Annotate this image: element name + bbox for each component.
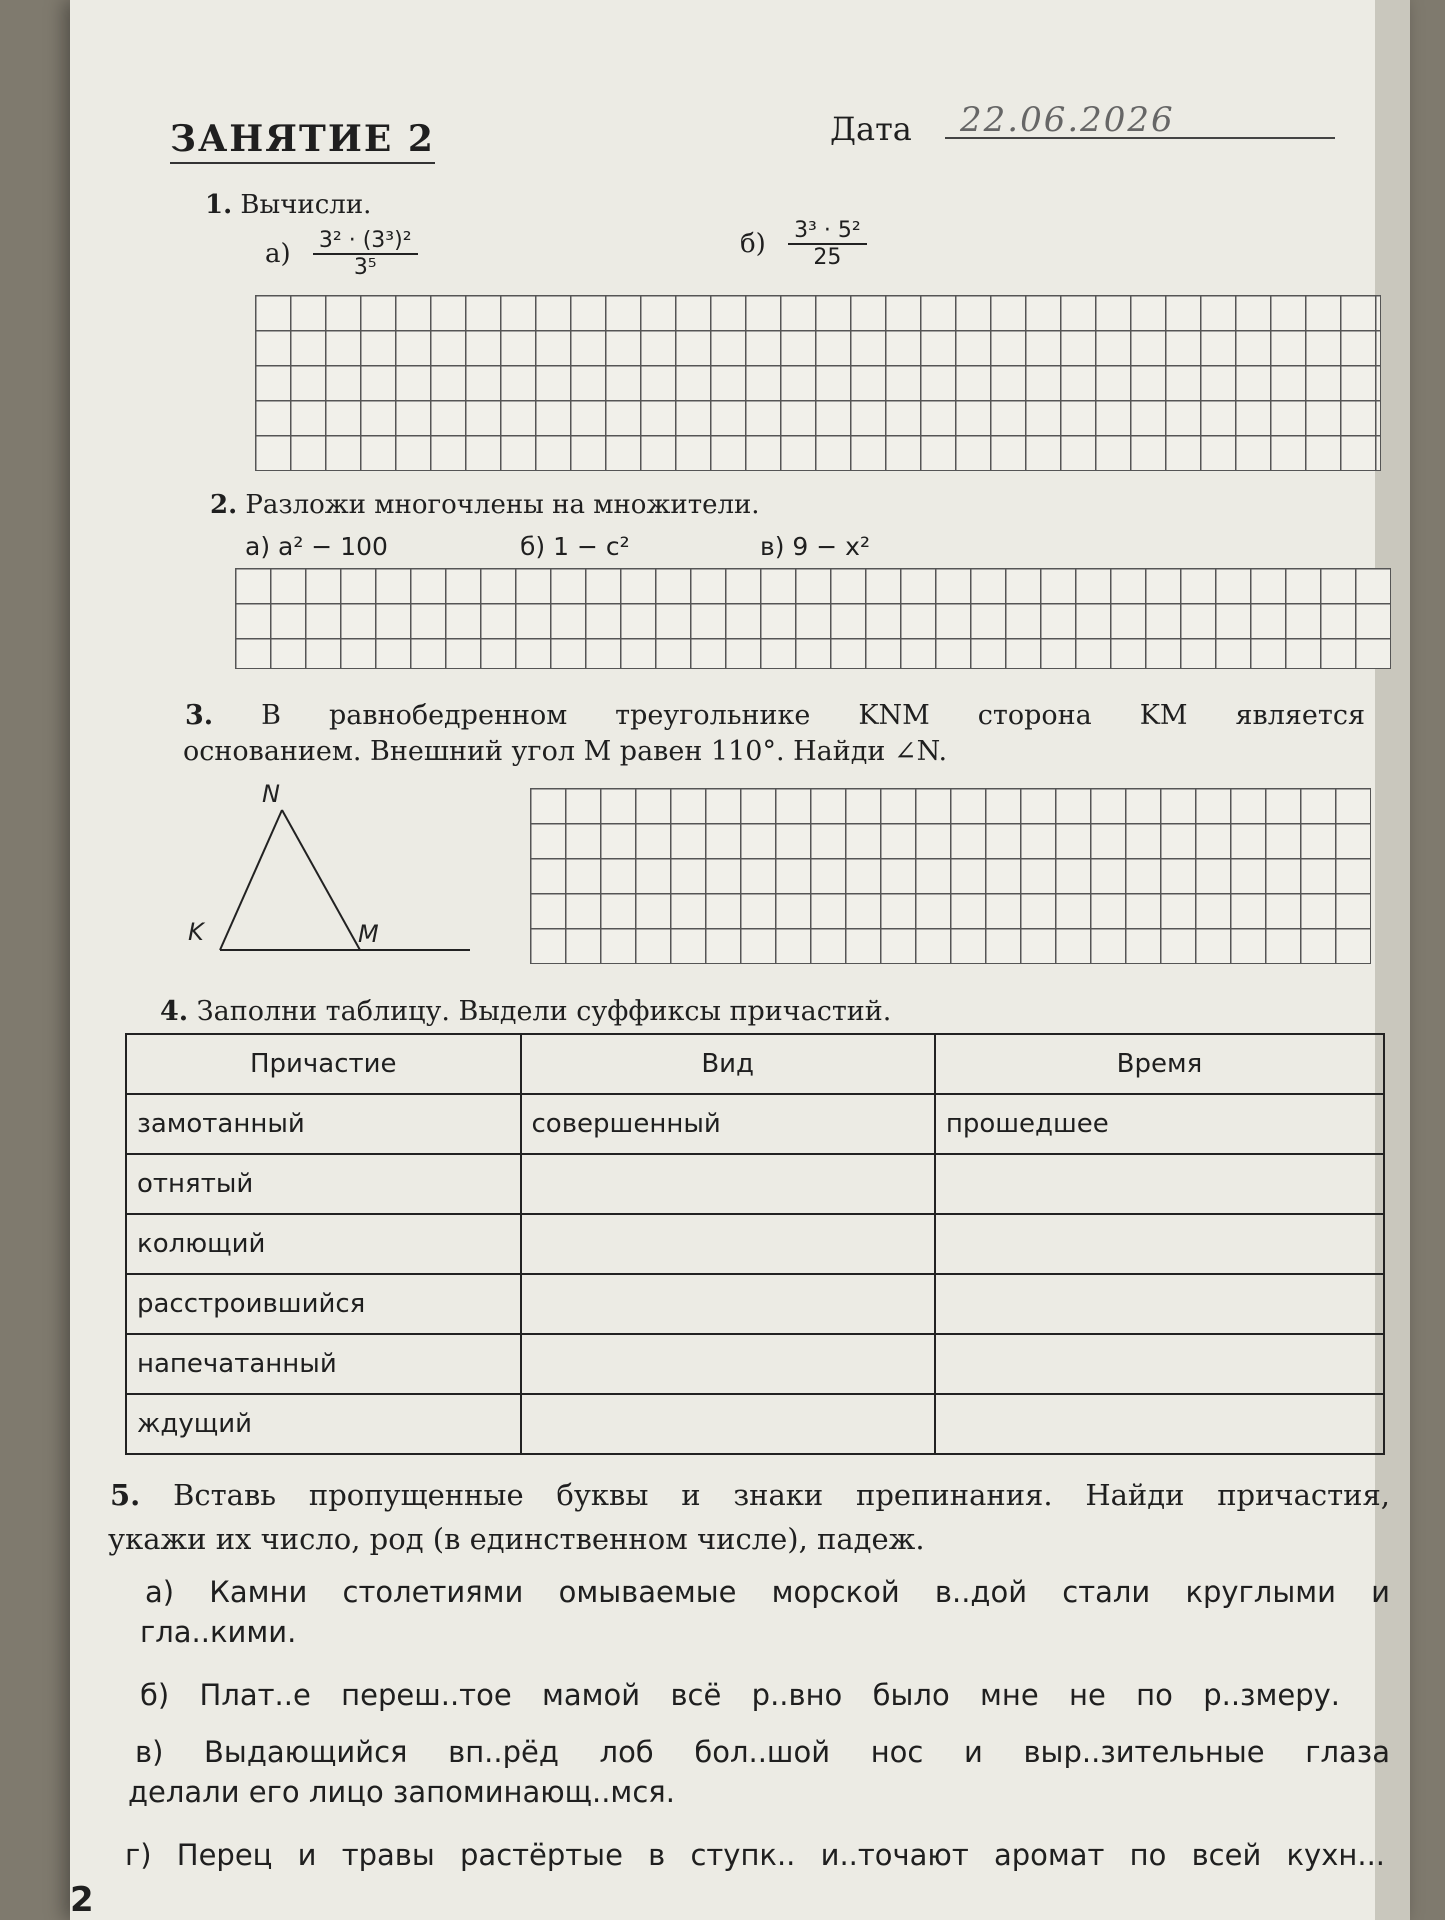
task5-line1 <box>110 1478 1390 1512</box>
cell-tense[interactable] <box>935 1274 1384 1334</box>
task2-heading <box>210 490 760 520</box>
table-header-row <box>126 1034 1384 1094</box>
lesson-title: ЗАНЯТИЕ 2 <box>170 118 435 164</box>
cell-participle: колющий <box>126 1214 521 1274</box>
header-aspect: Вид <box>521 1034 935 1094</box>
table-row <box>126 1274 1384 1334</box>
sentence-c-line1: в) Выдающийся вп..рёд лоб бол..шой нос и выр..зительные глаза <box>135 1735 1390 1769</box>
task4-number: 4. <box>160 996 189 1027</box>
table-row <box>126 1094 1384 1154</box>
cell-participle: замотанный <box>126 1094 521 1154</box>
cell-participle: расстроившийся <box>126 1274 521 1334</box>
task1-answer-grid[interactable] <box>255 295 1381 471</box>
task2-a: а) a² − 100 <box>245 532 388 561</box>
task3-line1 <box>185 700 1365 731</box>
task1-a-fraction <box>313 228 418 280</box>
sentence-a-line1: а) Камни столетиями омываемые морской в..дой стали круглыми и <box>145 1575 1390 1609</box>
cell-participle: напечатанный <box>126 1334 521 1394</box>
table-row <box>126 1154 1384 1214</box>
date-label: Дата <box>830 110 912 148</box>
task3-number: 3. <box>185 700 214 731</box>
task2-text: Разложи многочлены на множители. <box>245 490 760 520</box>
sentence-a-line2: гла..кими. <box>140 1615 297 1649</box>
task1-a <box>265 228 418 280</box>
task1-text: Вычисли. <box>240 190 372 220</box>
task5-text-line2: укажи их число, род (в единственном числе), падеж. <box>108 1522 925 1556</box>
cell-participle: отнятый <box>126 1154 521 1214</box>
cell-aspect[interactable] <box>521 1154 935 1214</box>
task3-answer-grid[interactable] <box>530 788 1371 964</box>
task2-number: 2. <box>210 490 238 520</box>
task3-line2: основанием. Внешний угол M равен 110°. Найди ∠N. <box>183 736 948 767</box>
side-kn <box>220 810 282 950</box>
cell-aspect[interactable] <box>521 1334 935 1394</box>
cell-aspect[interactable] <box>521 1214 935 1274</box>
task4-heading <box>160 996 891 1027</box>
cell-tense[interactable] <box>935 1154 1384 1214</box>
task1-b-numerator: 3³ · 5² <box>788 218 867 245</box>
task4-text: Заполни таблицу. Выдели суффиксы причастий. <box>196 996 892 1027</box>
page-number: 2 <box>70 1880 94 1920</box>
participle-table <box>125 1033 1385 1455</box>
cell-tense[interactable] <box>935 1394 1384 1454</box>
task1-b-fraction <box>788 218 867 270</box>
task1-b-denominator: 25 <box>813 245 842 270</box>
cell-participle: ждущий <box>126 1394 521 1454</box>
date-value: 22.06.2026 <box>960 100 1175 140</box>
task1-a-denominator: 3⁵ <box>353 255 377 280</box>
sentence-d: г) Перец и травы растёртые в ступк.. и..точают аромат по всей кухн... <box>125 1838 1385 1872</box>
header-tense: Время <box>935 1034 1384 1094</box>
task1-b-label: б) <box>740 229 766 259</box>
cell-tense[interactable] <box>935 1214 1384 1274</box>
task2-answer-grid[interactable] <box>235 568 1391 669</box>
task5-text-line1: Вставь пропущенные буквы и знаки препинания. Найди причастия, <box>173 1478 1391 1512</box>
sentence-c-line2: делали его лицо запоминающ..мся. <box>128 1775 675 1809</box>
task1-number: 1. <box>205 190 233 220</box>
vertex-k-label: K <box>188 918 204 946</box>
cell-aspect[interactable]: совершенный <box>521 1094 935 1154</box>
vertex-m-label: M <box>358 920 379 948</box>
task1-a-numerator: 3² · (3³)² <box>313 228 418 255</box>
task2-c: в) 9 − x² <box>760 532 870 561</box>
cell-tense[interactable]: прошедшее <box>935 1094 1384 1154</box>
page-edge <box>1375 0 1410 1920</box>
task1-a-label: а) <box>265 239 291 269</box>
header-participle: Причастие <box>126 1034 521 1094</box>
cell-aspect[interactable] <box>521 1394 935 1454</box>
table-row <box>126 1334 1384 1394</box>
task2-b: б) 1 − c² <box>520 532 630 561</box>
table-row <box>126 1214 1384 1274</box>
cell-aspect[interactable] <box>521 1274 935 1334</box>
cell-tense[interactable] <box>935 1334 1384 1394</box>
triangle-knm <box>170 770 480 960</box>
task3-text-line1: В равнобедренном треугольнике KNM сторона KM является <box>261 700 1365 731</box>
task1-heading <box>205 190 371 220</box>
task1-b <box>740 218 867 270</box>
task5-number: 5. <box>110 1478 141 1512</box>
sentence-b: б) Плат..е переш..тое мамой всё р..вно было мне не по р..змеру. <box>140 1678 1340 1712</box>
table-row <box>126 1394 1384 1454</box>
vertex-n-label: N <box>262 780 280 808</box>
side-nm <box>282 810 360 950</box>
